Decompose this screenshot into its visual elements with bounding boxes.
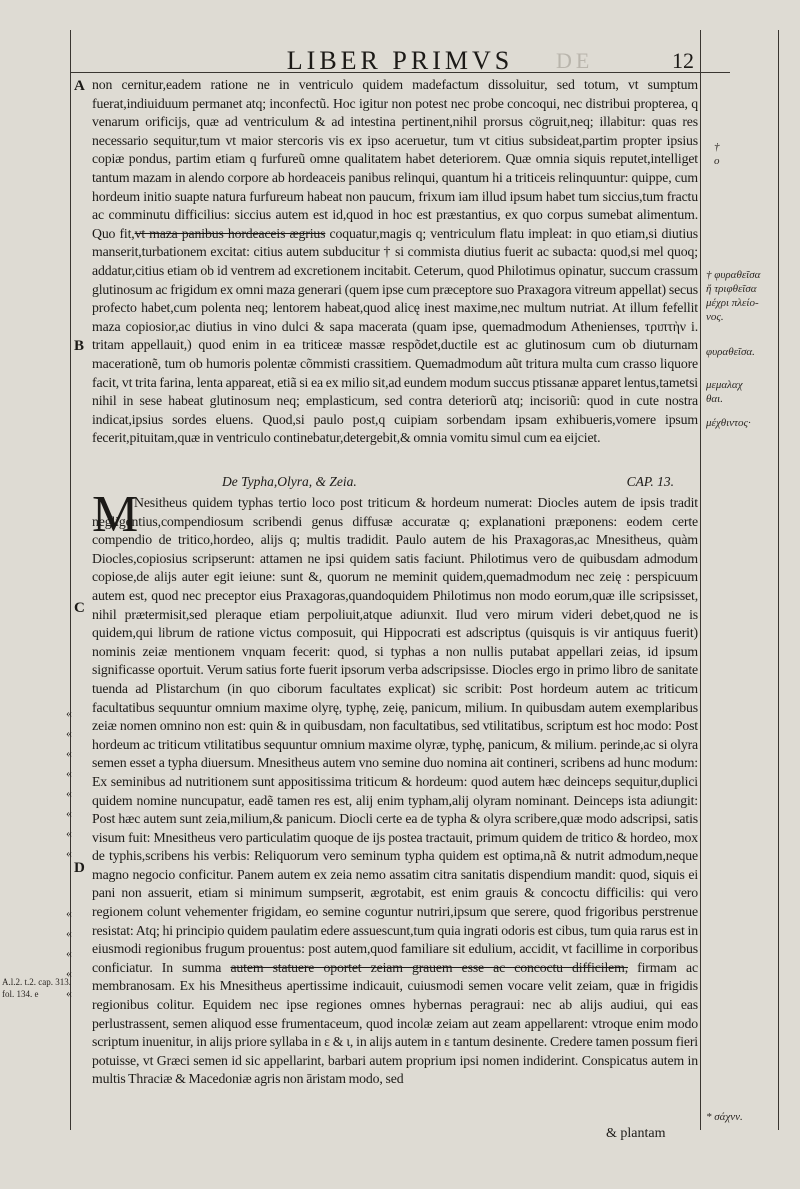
right-frame-rule (778, 30, 779, 1130)
paragraph-2 (92, 494, 698, 1089)
quote-mark: « (66, 766, 72, 780)
quote-mark: « (66, 986, 72, 1000)
margin-note: θαι. (706, 393, 723, 405)
section-letter-d: D (74, 860, 85, 876)
running-head: LIBER PRIMVS (286, 46, 514, 75)
margin-note: νος. (706, 311, 724, 323)
margin-note: ἤ τριφθεῖσα (706, 283, 757, 295)
quote-mark: « (66, 726, 72, 740)
section-letter-a: A (74, 78, 85, 94)
struck-phrase-1: vt maza panibus hordeaceis ægrius (134, 225, 326, 241)
margin-note: μέχθιντος· (706, 417, 751, 429)
struck-phrase-2: autem statuere oportet zeiam grauem esse ac concoctu difficilem, (230, 959, 628, 975)
quote-mark: « (66, 746, 72, 760)
chapter-number: CAP. 13. (626, 474, 674, 489)
paragraph-1-text: non cernitur,eadem ratione ne in ventriculo quidem madefactum dissoluitur, sed totum, vt sumptum fuerat,indiuiduum permanet atq; inconfectũ. Hoc igitur non potest nec probe concoqui, nec distribui propterea, q venarum orificijs, quæ ad ventriculum & ad intestina pertinent,nihil prorsus cögruit,neq; illabitur: quas res necessario sequitur,tum vt maior stercoris vis ex ipso aceruetur, tum vt citius subsideat,partim propter ipsius copiæ pondus, partim etiam q furfureũ omne qualitatem habet deteriorem. Quæ omnia siquis reputet,intelliget tantum mazam in alendo corpore ab hordeaceis panibus relinqui, quantum hi a triticeis relinquuntur: quippe, cum hordeum initio suapte natura furfureum habeat non paucum, frixum iam illud ipsum habet tum siccius,tum fractu ac comminutu difficilius: siccius autem est id,quod in hoc est præstantius, ex quo corpus sumebat alimentum. Quo fit, (92, 77, 698, 241)
quote-mark: « (66, 946, 72, 960)
chapter-heading (92, 474, 698, 492)
quote-mark: « (66, 826, 72, 840)
paragraph-1-continued: coquatur,magis q; ventriculum flatu impleat: in quo etiam,si diutius manserit,turbationem excitat: citius autem subducitur † si commista diutius fuerit ac subacta: quod,si mel quoq; addatur,citius etiam ob id ventrem ad excretionem incitabit. Ceterum, quod Philotimus opinatur, succum crassum glutinosum ac frigidum ex omni maza generari (quem ipse cum præceptore suo Praxagora vitreum appellat) secus profecto habet,cum polenta neq; lentorem habeat,quod alicę inest maxime,nec multum nutriat. At illum fefellit maza copiosior,ac diutius in vino dulci & sapa macerata (quam ipse, quemadmodum Athenienses, τριπτὴν i. tritam appellauit,) quod enim in ea triticeæ massæ respõdet,ductile est ac glutinosum cum ob diuturnam macerationẽ, tum ob humoris polentæ cõmmisti crassitiem. Quemadmodum aũt tritura multa cum crasso liquore facit, vt trita farina, lenta appareat, etiã si ea ex milio sit,ad eundem modum succus ptissanæ apparet lentus,tametsi nihil in sese habeat glutinosum neq; emplasticum, sed contra deteriorũ atq; incisoriũ: quod in cute nostra indicat,ipsius sordes eluens. Quod,si paulo post,q cuipiam sorbendam ipsam exhibueris,vomere ipsum fecerit,pituitam,quæ in ventriculo continebatur,detergebit,& omnia vomitu simul cum ea eijciet. (92, 225, 698, 446)
margin-note: † φυραθεῖσα (706, 269, 761, 281)
section-letter-c: C (74, 600, 85, 616)
quote-mark: « (66, 806, 72, 820)
page-number: 12 (672, 48, 694, 73)
margin-note: * σάχνν. (706, 1111, 743, 1123)
margin-note: μέχρι πλείο- (706, 297, 759, 309)
margin-note: μεμαλαχ (706, 379, 743, 391)
quote-mark: « (66, 846, 72, 860)
margin-note: ο (714, 155, 720, 167)
running-head-showthrough: DE (556, 48, 594, 73)
paragraph-1 (92, 76, 698, 448)
left-frame-rule (70, 30, 71, 1130)
marginal-reference: A.l.2. t.2. cap. 313. fol. 134. e (2, 977, 71, 999)
quote-mark: « (66, 706, 72, 720)
quote-mark: « (66, 786, 72, 800)
margin-note: † (714, 141, 720, 153)
quote-mark: « (66, 906, 72, 920)
text-column-rule (700, 30, 701, 1130)
chapter-title: De Typha,Olyra, & Zeia. (222, 474, 357, 489)
catchword: & plantam (606, 1126, 666, 1141)
quote-mark: « (66, 926, 72, 940)
section-letter-b: B (74, 338, 85, 354)
margin-note: φυραθεῖσα. (706, 346, 755, 358)
paragraph-2-continued: firmam ac membranosam. Ex his Mnesitheus apertissime indicauit, cuiusmodi semen vocare velit zeiam, quæ in frigidis regionibus colitur. Equidem nec ipse regiones omnes hybernas peragraui: nec ab alijs audiui, qui eas perlustrassent, semen aliquod esse frumentaceum, quod incolæ zeiam aut zeam appellarent: vtroque enim modo scriptum inuenitur, in alijs priore syllaba in ε & ι, in alijs autem in ε tantum desinente. Credere tamen possum fieri potuisse, vt Græci semen id sic appellarint, barbari autem proprium ipsi nomen indiderint. Conspicatus autem in multis Thraciæ & Macedoniæ agris non āristam modo, sed (92, 959, 698, 1087)
quote-mark: « (66, 966, 72, 980)
drop-capital: M (92, 486, 139, 543)
paragraph-2-text: Nesitheus quidem typhas tertio loco post triticum & hordeum numerat: Diocles autem de ipsis tradit negligentius,compendiosum scribendi genus diffusæ accuratæ q; explanationi præponens: eodem certe compendio de tritico,hordeo, alijs q; multis tradidit. Paulo autem de his Praxagoras,ac Mnesitheus, quàm Diocles,copiosius scripserunt: attamen ne ipsi quidem satis faciunt. Philotimus vero de quibusdam admodum copiose,de alijs auter egit ieiune: sunt &, quorum ne meminit quidem,quemadmodum nec zeię : perspicuum autem est, quod nec preceptor eius Praxagoras,quandoquidem Philotimus non modo eorum,quæ ille scripsisset, nihil prætermisit,sed pleraque etiam perpoliuit,atque adiunxit. Ilud vero mirum videri debet,quod ne is quidem,qui librum de ratione victus composuit, qui Hippocrati est adscriptus (quisquis is vir antiquus fuerit) nominis zeiæ mentionem vnquam fecerit: quod, si typhas a non nullis putabat appellari zeias, id ipsum significasse oportuit. Verum satius forte fuerit ipsorum verba adscripsisse. Diocles ergo in primo libro de sanitate tuenda ad Plistarchum (in quo ciborum facultates explicat) sic scribit: Post hordeum autem ac triticum facultatibus sequuntur omnium maxime olyrę, typhę, zeię, panicum, milium. In quibusdam autem exemplaribus zeiæ nomen omnino non est: quin & in quibusdam, non facultatibus, sed vtilitatibus, scriptum est hoc modo: Post hordeum ac triticum vtilitatibus sequuntur omnium maxime olyræ, typhę, panicum, & milium. perinde,ac si olyra semen esset a typha diuersum. Mnesitheus autem vno semine duo nomina ait contineri, scribens ad hunc modum: Ex seminibus ad nutritionem sunt appositissima triticum & hordeum: quod autem hæc deinceps sequitur,duplici quidem nomine nuncupatur, eadẽ tamen res est, alij enim typham,alij olyram nominant. Deinceps ista adiungit: Post hæc autem sunt zeia,milium,& panicum. Diocli certe ea de typha & olyra scribere,quæ modo adscripsi, satis visum fuit: Mnesitheus vero particulatim quoque de ijs postea tractauit, primum quidem de tritico & hordeo, mox de typhis,scribens his verbis: Reliquorum vero seminum typha quidem est optima,nã & nutrit admodum,neque magno negocio conficitur. Panem autem ex zeia nemo assatim citra sanitatis dispendium mandit: quod, siquis ei pani non assuerit, etiam si minimum sumpserit, ægrotabit, est enim grauis & concoctu difficilis: qui vero regionem colunt vehementer frigidam, eo semine coguntur nutriri,ipsum que serere, quod frigoribus perstrenue resistat: Atq; hi principio quidem paulatim edere assuescunt,tum quia ingrati odoris est cibus, tum quia rarus est in eiusmodi regionibus frugum prouentus: post autem,quod familiare sit edulium, accidit, vt facillime in corporibus conficiatur. In summa (92, 495, 698, 975)
